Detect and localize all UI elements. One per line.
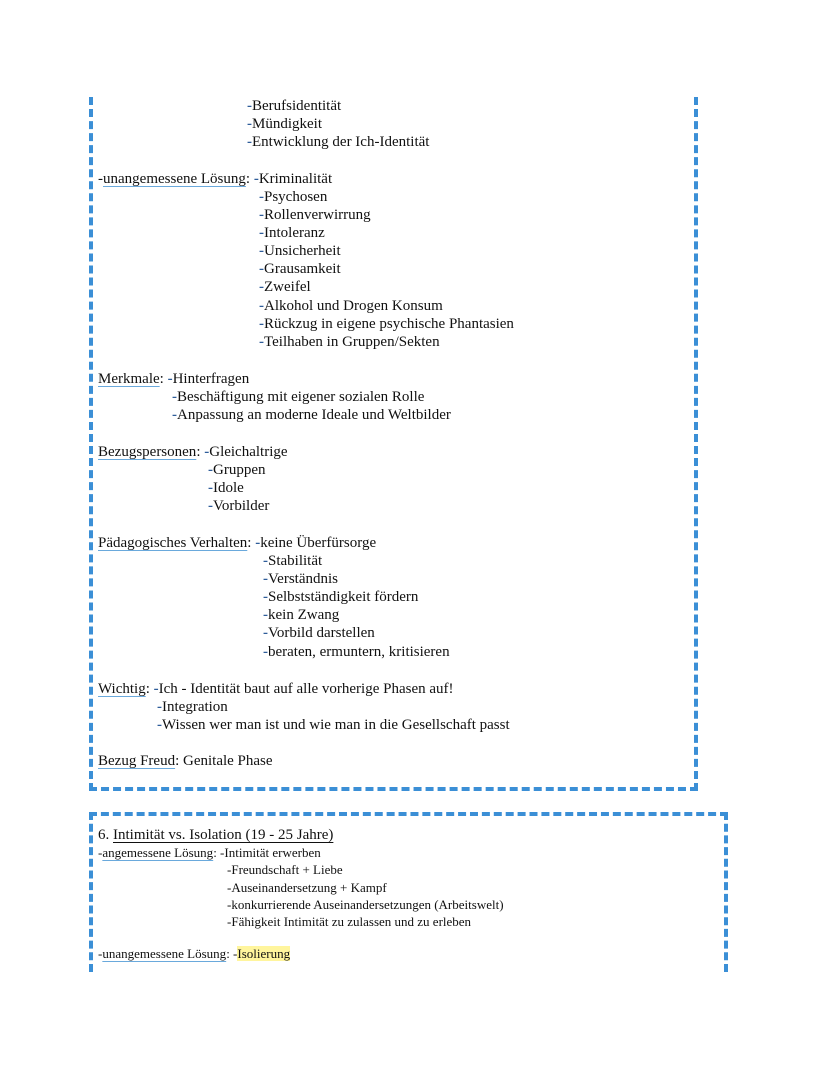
list-item: -konkurrierende Auseinandersetzungen (Arbeitswelt) [227, 897, 504, 912]
list-item: -Verständnis [263, 571, 338, 587]
bezug-freud-label: Bezug Freud [98, 753, 176, 769]
bezugspersonen-label: Bezugspersonen [98, 444, 197, 460]
paedagogisch-row: Pädagogisches Verhalten: -keine Überfürsorge [98, 535, 377, 551]
list-item: -Unsicherheit [259, 243, 341, 259]
bezug-freud-row: Bezug Freud: Genitale Phase [98, 753, 273, 769]
list-item: -Berufsidentität [247, 98, 342, 114]
unangemessen-label: unangemessene Lösung [103, 171, 246, 187]
list-item: -Idole [208, 480, 244, 496]
isolierung-highlight: Isolierung [237, 946, 291, 961]
list-item: -Wissen wer man ist und wie man in die Gesellschaft passt [157, 717, 510, 733]
list-item: -kein Zwang [263, 607, 340, 623]
unangemessen-row: -unangemessene Lösung: -Kriminalität [98, 171, 333, 187]
wichtig-label: Wichtig [98, 681, 146, 697]
angemessen-label: angemessene Lösung [102, 845, 214, 860]
list-item: -Beschäftigung mit eigener sozialen Rolle [172, 389, 425, 405]
list-item: -Grausamkeit [259, 261, 341, 277]
list-item: -Psychosen [259, 189, 328, 205]
list-item: -Mündigkeit [247, 116, 322, 132]
list-item: -Selbstständigkeit fördern [263, 589, 419, 605]
list-item: -Rückzug in eigene psychische Phantasien [259, 316, 514, 332]
list-item: -Freundschaft + Liebe [227, 862, 343, 877]
unangemessen-6-row: -unangemessene Lösung: -Isolierung [98, 946, 291, 961]
paedagogisch-label: Pädagogisches Verhalten [98, 535, 248, 551]
list-item: -Auseinandersetzung + Kampf [227, 880, 387, 895]
wichtig-row: Wichtig: -Ich - Identität baut auf alle vorherige Phasen auf! [98, 681, 454, 697]
list-item: -Rollenverwirrung [259, 207, 371, 223]
list-item: -Vorbild darstellen [263, 625, 375, 641]
list-item: -Vorbilder [208, 498, 270, 514]
bezugspersonen-row: Bezugspersonen: -Gleichaltrige [98, 444, 288, 460]
list-item: -beraten, ermuntern, kritisieren [263, 644, 450, 660]
list-item: -Alkohol und Drogen Konsum [259, 298, 443, 314]
list-item: -Stabilität [263, 553, 323, 569]
list-item: -Gruppen [208, 462, 266, 478]
unangemessen-6-label: unangemessene Lösung [102, 946, 227, 961]
list-item: -Entwicklung der Ich-Identität [247, 134, 430, 150]
angemessen-row: -angemessene Lösung: -Intimität erwerben [98, 845, 321, 860]
list-item: -Integration [157, 699, 228, 715]
list-item: -Anpassung an moderne Ideale und Weltbilder [172, 407, 451, 423]
list-item: -Teilhaben in Gruppen/Sekten [259, 334, 440, 350]
list-item: -Intoleranz [259, 225, 325, 241]
merkmale-label: Merkmale [98, 371, 160, 387]
section-6-title: Intimität vs. Isolation (19 - 25 Jahre) [113, 827, 334, 843]
merkmale-row: Merkmale: -Hinterfragen [98, 371, 250, 387]
list-item: -Fähigkeit Intimität zu zulassen und zu erleben [227, 914, 472, 929]
list-item: -Zweifel [259, 279, 311, 295]
section-6-heading: 6. Intimität vs. Isolation (19 - 25 Jahre) [98, 827, 334, 843]
